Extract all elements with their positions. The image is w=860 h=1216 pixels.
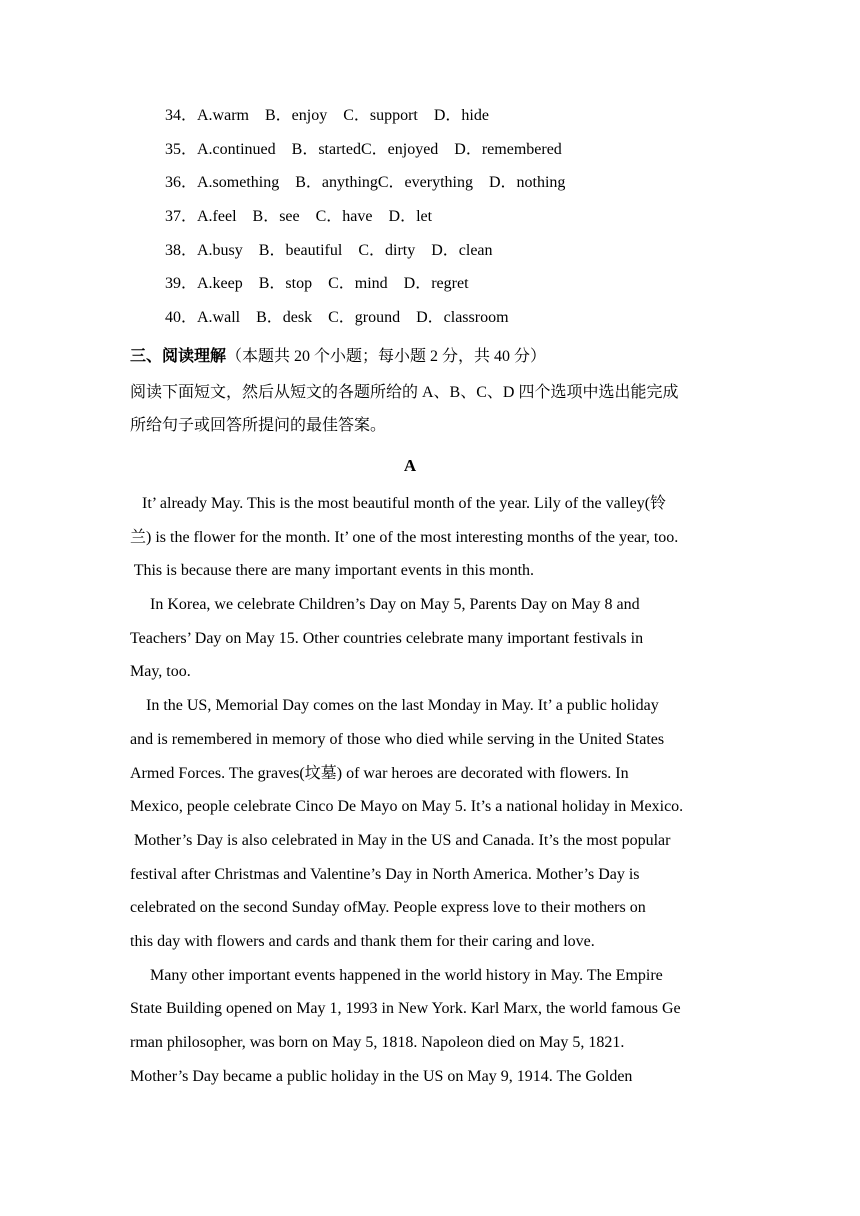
passage-line: State Building opened on May 1, 1993 in New York. Karl Marx, the world famous Ge — [130, 1000, 681, 1018]
passage-line: this day with flowers and cards and thank them for their caring and love. — [130, 932, 595, 950]
passage-line: Mexico, people celebrate Cinco De Mayo on May 5. It’s a national holiday in Mexico. — [130, 798, 684, 816]
passage-line: Armed Forces. The graves(坟墓) of war heroes are decorated with flowers. In — [130, 764, 629, 782]
section-title: 三、阅读理解 — [130, 348, 227, 365]
option-line-37: 37．A.feel B．see C．have D．let — [165, 208, 433, 226]
passage-line: This is because there are many important events in this month. — [130, 562, 535, 580]
passage-line: In Korea, we celebrate Children’s Day on May 5, Parents Day on May 8 and — [130, 596, 640, 614]
instructions — [130, 376, 750, 442]
passage-body — [130, 491, 750, 1097]
passage-title: A — [403, 456, 417, 475]
passage-line: Many other important events happened in the world history in May. The Empire — [130, 966, 663, 984]
passage-line: Teachers’ Day on May 15. Other countries celebrate many important festivals in — [130, 629, 644, 647]
answer-options-list — [165, 103, 565, 339]
passage-line: It’ already May. This is the most beautiful month of the year. Lily of the valley(铃 — [130, 495, 667, 512]
option-line-39: 39．A.keep B．stop C．mind D．regret — [165, 275, 469, 293]
passage-line: celebrated on the second Sunday ofMay. People express love to their mothers on — [130, 899, 646, 917]
passage-line: festival after Christmas and Valentine’s Day in North America. Mother’s Day is — [130, 865, 640, 883]
option-line-35: 35．A.continued B．startedC．enjoyed D．remembered — [165, 140, 562, 158]
passage-line: 兰) is the flower for the month. It’ one of the most interesting months of the year, too. — [130, 528, 679, 546]
option-line-40: 40．A.wall B．desk C．ground D．classroom — [165, 309, 509, 327]
instruction-line: 阅读下面短文，然后从短文的各题所给的 A、B、C、D 四个选项中选出能完成 — [130, 384, 679, 401]
section-note: （本题共 20 个小题；每小题 2 分，共 40 分） — [226, 348, 547, 365]
option-line-36: 36．A.something B．anythingC．everything D．nothing — [165, 174, 566, 192]
passage-line: rman philosopher, was born on May 5, 1818. Napoleon died on May 5, 1821. — [130, 1034, 625, 1051]
passage-line: In the US, Memorial Day comes on the last Monday in May. It’ a public holiday — [130, 697, 659, 715]
passage-line: and is remembered in memory of those who died while serving in the United States — [130, 730, 665, 748]
passage-line: May, too. — [130, 663, 191, 681]
option-line-38: 38．A.busy B．beautiful C．dirty D．clean — [165, 241, 493, 259]
passage-line: Mother’s Day is also celebrated in May in the US and Canada. It’s the most popular — [130, 831, 671, 849]
section-heading — [130, 344, 546, 370]
instruction-line: 所给句子或回答所提问的最佳答案。 — [130, 417, 387, 434]
option-line-34: 34．A.warm B．enjoy C．support D．hide — [165, 107, 489, 124]
passage-line: Mother’s Day became a public holiday in the US on May 9, 1914. The Golden — [130, 1067, 633, 1085]
